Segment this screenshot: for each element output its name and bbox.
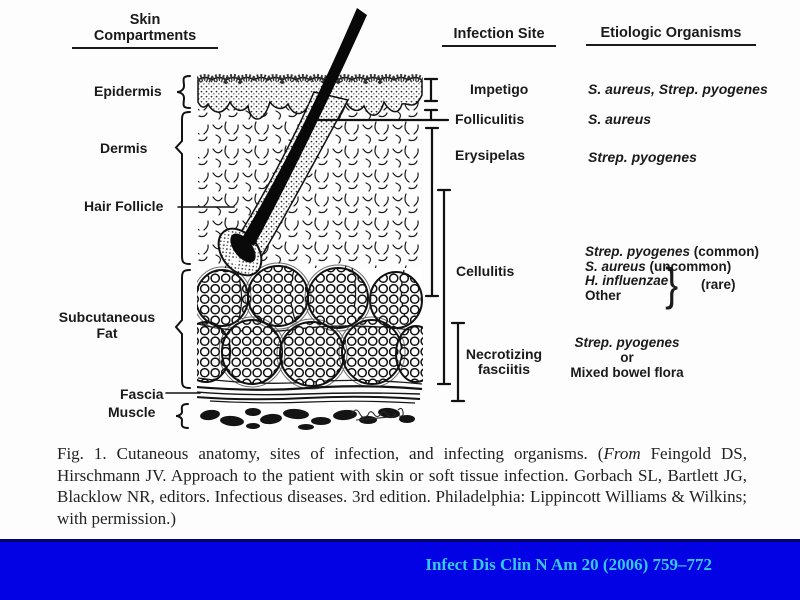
erysipelas-organisms: Strep. pyogenes xyxy=(588,149,697,165)
necrotizing-organisms: Strep. pyogenes or Mixed bowel flora xyxy=(570,335,684,380)
impetigo-organisms: S. aureus, Strep. pyogenes xyxy=(588,81,768,97)
skin-compartments-header: Skin Compartments xyxy=(72,12,218,49)
erysipelas-label: Erysipelas xyxy=(455,147,526,163)
hair-follicle-label: Hair Follicle xyxy=(84,198,164,214)
figure-caption: Fig. 1. Cutaneous anatomy, sites of infection, and infecting organisms. (From Feingold DS, Hirschmann JV. Approach to the patient with skin or soft tissue infection. Gorbach SL, Bartlett JG, Blacklow NR, editors. Infectious diseases. 3rd edition. Philadelphia: Lippincott Williams & Wilkins; with permission.) xyxy=(57,444,747,528)
fascia-label: Fascia xyxy=(120,386,164,402)
cellulitis-label: Cellulitis xyxy=(456,263,515,279)
dermis-label: Dermis xyxy=(100,140,148,156)
dermis-bracket xyxy=(176,112,190,264)
subcutaneous-fat-label: Subcutaneous Fat xyxy=(58,309,156,341)
epidermis-brace xyxy=(177,76,190,108)
subcutaneous-fat-layer xyxy=(182,263,436,390)
folliculitis-label: Folliculitis xyxy=(455,111,525,127)
muscle-label: Muscle xyxy=(108,404,156,420)
muscle-brace xyxy=(176,404,188,428)
impetigo-label: Impetigo xyxy=(470,81,529,97)
rare-note: (rare) xyxy=(701,277,736,292)
subcutaneous-fat-bracket xyxy=(176,270,190,388)
infection-site-header: Infection Site xyxy=(442,26,556,47)
rare-group-brace: } xyxy=(665,258,679,310)
necrotizing-fasciitis-label: Necrotizing fasciitis xyxy=(465,346,543,377)
folliculitis-organisms: S. aureus xyxy=(588,111,652,127)
erysipelas-bracket xyxy=(426,128,438,296)
footer-bar xyxy=(0,539,800,600)
muscle-layer xyxy=(199,407,415,430)
epidermis-label: Epidermis xyxy=(94,83,162,99)
impetigo-bracket xyxy=(425,79,437,101)
etiologic-organisms-header: Etiologic Organisms xyxy=(586,25,756,46)
cellulitis-organisms: Strep. pyogenes (common) S. aureus (uncommon) H. influenzae Other xyxy=(585,244,760,303)
journal-citation: Infect Dis Clin N Am 20 (2006) 759–772 xyxy=(425,555,712,574)
